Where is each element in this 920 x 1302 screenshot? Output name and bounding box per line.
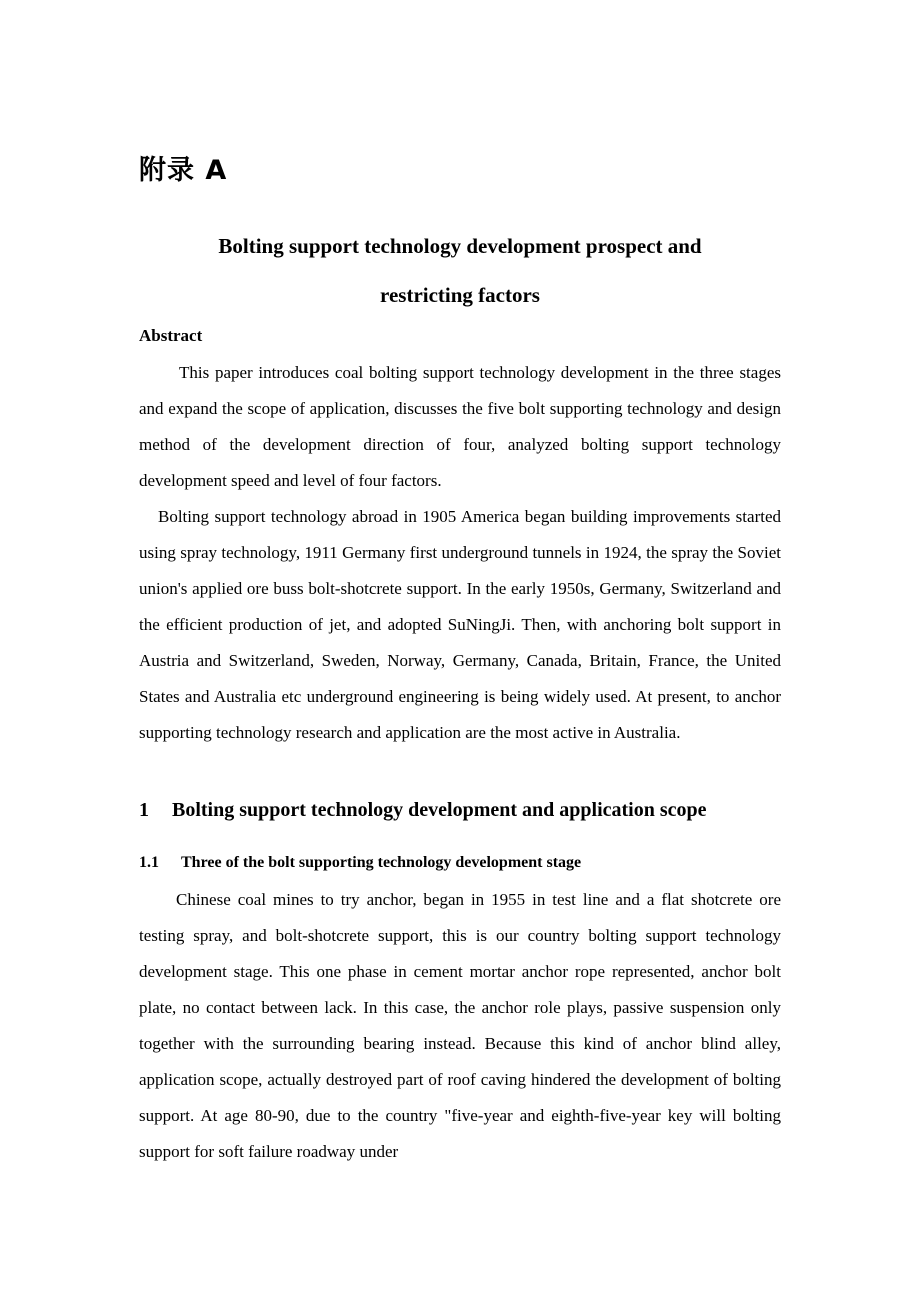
subsection-number: 1.1: [139, 854, 159, 871]
abstract-paragraph: This paper introduces coal bolting support technology development in the three stages and expand the scope of application, discusses the five bolt supporting technology and design method of the development direction of four, analyzed bolting support technology development speed and level of four factors.: [139, 363, 781, 490]
appendix-label: 附录 A: [139, 155, 228, 186]
abstract-heading: Abstract: [139, 326, 203, 345]
paper-title-line-1: Bolting support technology development prospect and: [218, 234, 702, 258]
subsection-title: Three of the bolt supporting technology development stage: [181, 854, 582, 871]
subsection-heading: [139, 854, 581, 872]
section-title: Bolting support technology development and application scope: [172, 799, 707, 821]
background-paragraph: Bolting support technology abroad in 1905 America began building improvements started using spray technology, 1911 Germany first underground tunnels in 1924, the spray the Soviet union's applied ore buss bolt-shotcrete support. In the early 1950s, Germany, Switzerland and the efficient production of jet, and adopted SuNingJi. Then, with anchoring bolt support in Austria and Switzerland, Sweden, Norway, Germany, Canada, Britain, France, the United States and Australia etc underground engineering is being widely used. At present, to anchor supporting technology research and application are the most active in Australia.: [139, 507, 781, 742]
body-paragraph: Chinese coal mines to try anchor, began in 1955 in test line and a flat shotcrete ore testing spray, and bolt-shotcrete support, this is our country bolting support technology development stage. This one phase in cement mortar anchor rope represented, anchor bolt plate, no contact between lack. In this case, the anchor role plays, passive suspension only together with the surrounding bearing instead. Because this kind of anchor blind alley, application scope, actually destroyed part of roof caving hindered the development of bolting support. At age 80-90, due to the country "five-year and eighth-five-year key will bolting support for soft failure roadway under: [139, 890, 781, 1161]
section-heading: [139, 799, 707, 822]
paper-title-line-2: restricting factors: [380, 283, 540, 307]
section-number: 1: [139, 799, 149, 821]
